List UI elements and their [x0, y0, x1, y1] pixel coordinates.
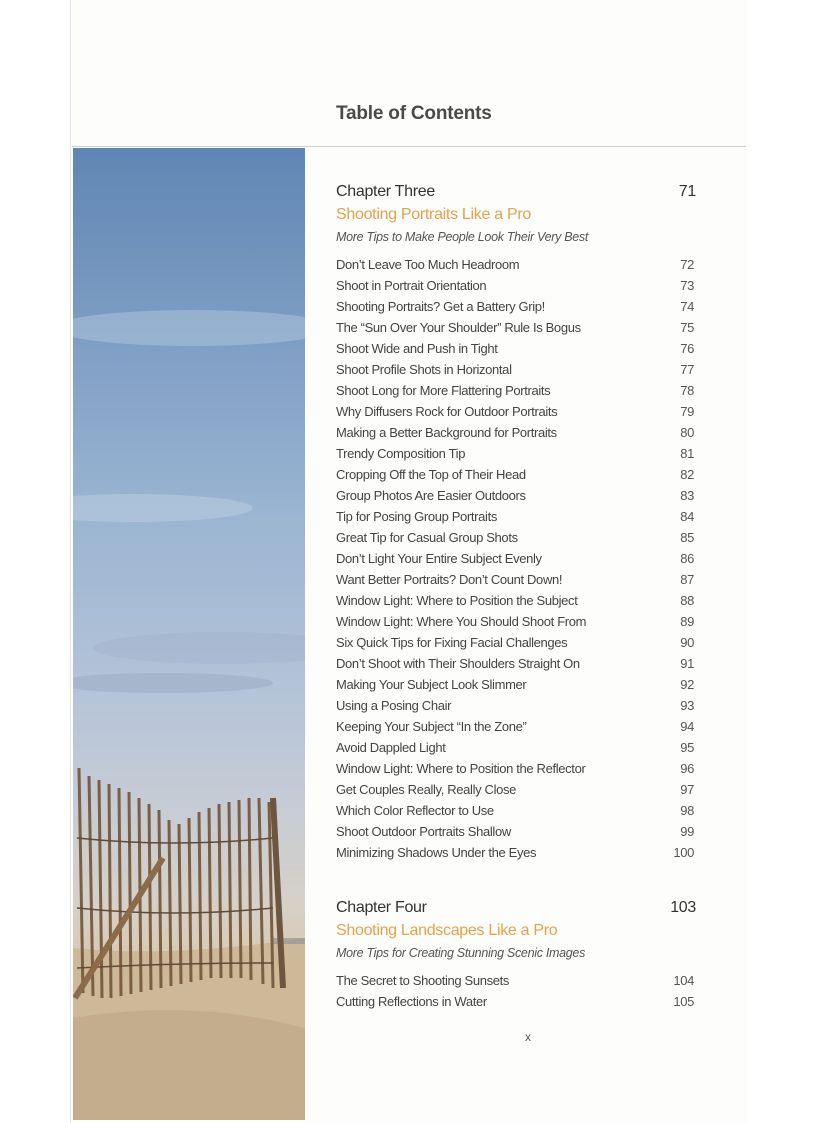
entry-title: Window Light: Where to Position the Reflector — [336, 761, 586, 776]
entry-page: 73 — [680, 278, 694, 293]
entry-page: 90 — [680, 635, 694, 650]
entry-page: 83 — [680, 488, 694, 503]
toc-entry[interactable] — [336, 716, 696, 737]
entry-title: Group Photos Are Easier Outdoors — [336, 488, 526, 503]
entry-page: 72 — [680, 257, 694, 272]
toc-entry[interactable] — [336, 842, 696, 863]
toc-entry[interactable] — [336, 380, 696, 401]
entry-title: Trendy Composition Tip — [336, 446, 466, 461]
entry-title: Minimizing Shadows Under the Eyes — [336, 845, 537, 860]
entry-page: 93 — [680, 698, 694, 713]
entry-title: Don’t Leave Too Much Headroom — [336, 257, 520, 272]
toc-entry[interactable] — [336, 695, 696, 716]
entry-page: 79 — [680, 404, 694, 419]
entry-title: Making a Better Background for Portraits — [336, 425, 557, 440]
entry-page: 87 — [680, 572, 694, 587]
toc-entry[interactable] — [336, 821, 696, 842]
entry-page: 100 — [673, 845, 694, 860]
entry-title: Six Quick Tips for Fixing Facial Challenges — [336, 635, 568, 650]
entry-title: Tip for Posing Group Portraits — [336, 509, 497, 524]
page-folio: x — [525, 1030, 531, 1044]
toc-entry[interactable] — [336, 758, 696, 779]
beach-fence-photo — [73, 148, 305, 1120]
chapter-heading-row[interactable] — [336, 180, 696, 204]
entry-page: 95 — [680, 740, 694, 755]
entry-title: Cropping Off the Top of Their Head — [336, 467, 526, 482]
entry-page: 74 — [680, 299, 694, 314]
toc-entry[interactable] — [336, 359, 696, 380]
toc-entry[interactable] — [336, 254, 696, 275]
chapter-title: Shooting Portraits Like a Pro — [336, 206, 531, 223]
entry-title: Window Light: Where to Position the Subject — [336, 593, 578, 608]
entry-title: Using a Posing Chair — [336, 698, 452, 713]
toc-entry[interactable] — [336, 653, 696, 674]
toc-entry[interactable] — [336, 485, 696, 506]
chapter-page: 71 — [678, 183, 696, 200]
entry-title: The Secret to Shooting Sunsets — [336, 973, 510, 988]
entry-title: Shoot in Portrait Orientation — [336, 278, 487, 293]
toc-entry[interactable] — [336, 527, 696, 548]
entry-page: 80 — [680, 425, 694, 440]
entry-page: 77 — [680, 362, 694, 377]
toc-entry[interactable] — [336, 464, 696, 485]
toc-entry[interactable] — [336, 779, 696, 800]
entry-page: 76 — [680, 341, 694, 356]
entry-page: 89 — [680, 614, 694, 629]
entry-title: Keeping Your Subject “In the Zone” — [336, 719, 527, 734]
entry-title: Shoot Outdoor Portraits Shallow — [336, 824, 511, 839]
toc-content — [336, 180, 696, 1012]
entry-page: 86 — [680, 551, 694, 566]
chapter-block — [336, 896, 696, 1012]
entry-title: Get Couples Really, Really Close — [336, 782, 517, 797]
chapter-title: Shooting Landscapes Like a Pro — [336, 922, 558, 939]
toc-entry[interactable] — [336, 991, 696, 1012]
toc-entry[interactable] — [336, 506, 696, 527]
entry-title: Avoid Dappled Light — [336, 740, 446, 755]
toc-entry[interactable] — [336, 422, 696, 443]
toc-entry[interactable] — [336, 443, 696, 464]
entry-title: Why Diffusers Rock for Outdoor Portraits — [336, 404, 558, 419]
entry-title: Great Tip for Casual Group Shots — [336, 530, 518, 545]
entry-title: Cutting Reflections in Water — [336, 994, 487, 1009]
entry-page: 78 — [680, 383, 694, 398]
toc-entry[interactable] — [336, 317, 696, 338]
header-rule — [72, 146, 746, 147]
entry-page: 91 — [680, 656, 694, 671]
toc-entry[interactable] — [336, 338, 696, 359]
toc-entry[interactable] — [336, 674, 696, 695]
entry-page: 88 — [680, 593, 694, 608]
toc-entry[interactable] — [336, 548, 696, 569]
entry-page: 84 — [680, 509, 694, 524]
toc-entry[interactable] — [336, 275, 696, 296]
entry-title: The “Sun Over Your Shoulder” Rule Is Bogus — [336, 320, 581, 335]
entry-page: 75 — [680, 320, 694, 335]
toc-entry[interactable] — [336, 569, 696, 590]
chapter-spacer — [336, 863, 696, 896]
beach-fence-illustration — [73, 148, 305, 1120]
entry-title: Shoot Profile Shots in Horizontal — [336, 362, 512, 377]
toc-entry[interactable] — [336, 401, 696, 422]
chapter-page: 103 — [670, 899, 696, 916]
toc-entry[interactable] — [336, 611, 696, 632]
chapter-label: Chapter Three — [336, 183, 435, 200]
page-title: Table of Contents — [336, 103, 492, 124]
chapter-label: Chapter Four — [336, 899, 427, 916]
entry-page: 104 — [673, 973, 694, 988]
toc-entry[interactable] — [336, 590, 696, 611]
entry-title: Shoot Wide and Push in Tight — [336, 341, 498, 356]
entry-title: Shooting Portraits? Get a Battery Grip! — [336, 299, 545, 314]
entry-title: Want Better Portraits? Don’t Count Down! — [336, 572, 563, 587]
entry-page: 85 — [680, 530, 694, 545]
chapter-tagline: More Tips to Make People Look Their Very Best — [336, 230, 589, 244]
toc-entry[interactable] — [336, 737, 696, 758]
entry-title: Don’t Light Your Entire Subject Evenly — [336, 551, 542, 566]
toc-entry[interactable] — [336, 800, 696, 821]
entry-title: Which Color Reflector to Use — [336, 803, 494, 818]
entry-page: 98 — [680, 803, 694, 818]
chapter-block — [336, 180, 696, 863]
entry-title: Shoot Long for More Flattering Portraits — [336, 383, 551, 398]
entry-title: Don’t Shoot with Their Shoulders Straight On — [336, 656, 580, 671]
entry-page: 94 — [680, 719, 694, 734]
entry-page: 92 — [680, 677, 694, 692]
entry-page: 82 — [680, 467, 694, 482]
entry-title: Window Light: Where You Should Shoot From — [336, 614, 587, 629]
toc-entry[interactable] — [336, 296, 696, 317]
chapter-tagline: More Tips for Creating Stunning Scenic Images — [336, 946, 586, 960]
entry-page: 81 — [680, 446, 694, 461]
entry-page: 97 — [680, 782, 694, 797]
entry-page: 105 — [673, 994, 694, 1009]
toc-entry[interactable] — [336, 970, 696, 991]
entry-page: 99 — [680, 824, 694, 839]
entry-page: 96 — [680, 761, 694, 776]
entry-title: Making Your Subject Look Slimmer — [336, 677, 527, 692]
toc-entry[interactable] — [336, 632, 696, 653]
chapter-heading-row[interactable] — [336, 896, 696, 920]
